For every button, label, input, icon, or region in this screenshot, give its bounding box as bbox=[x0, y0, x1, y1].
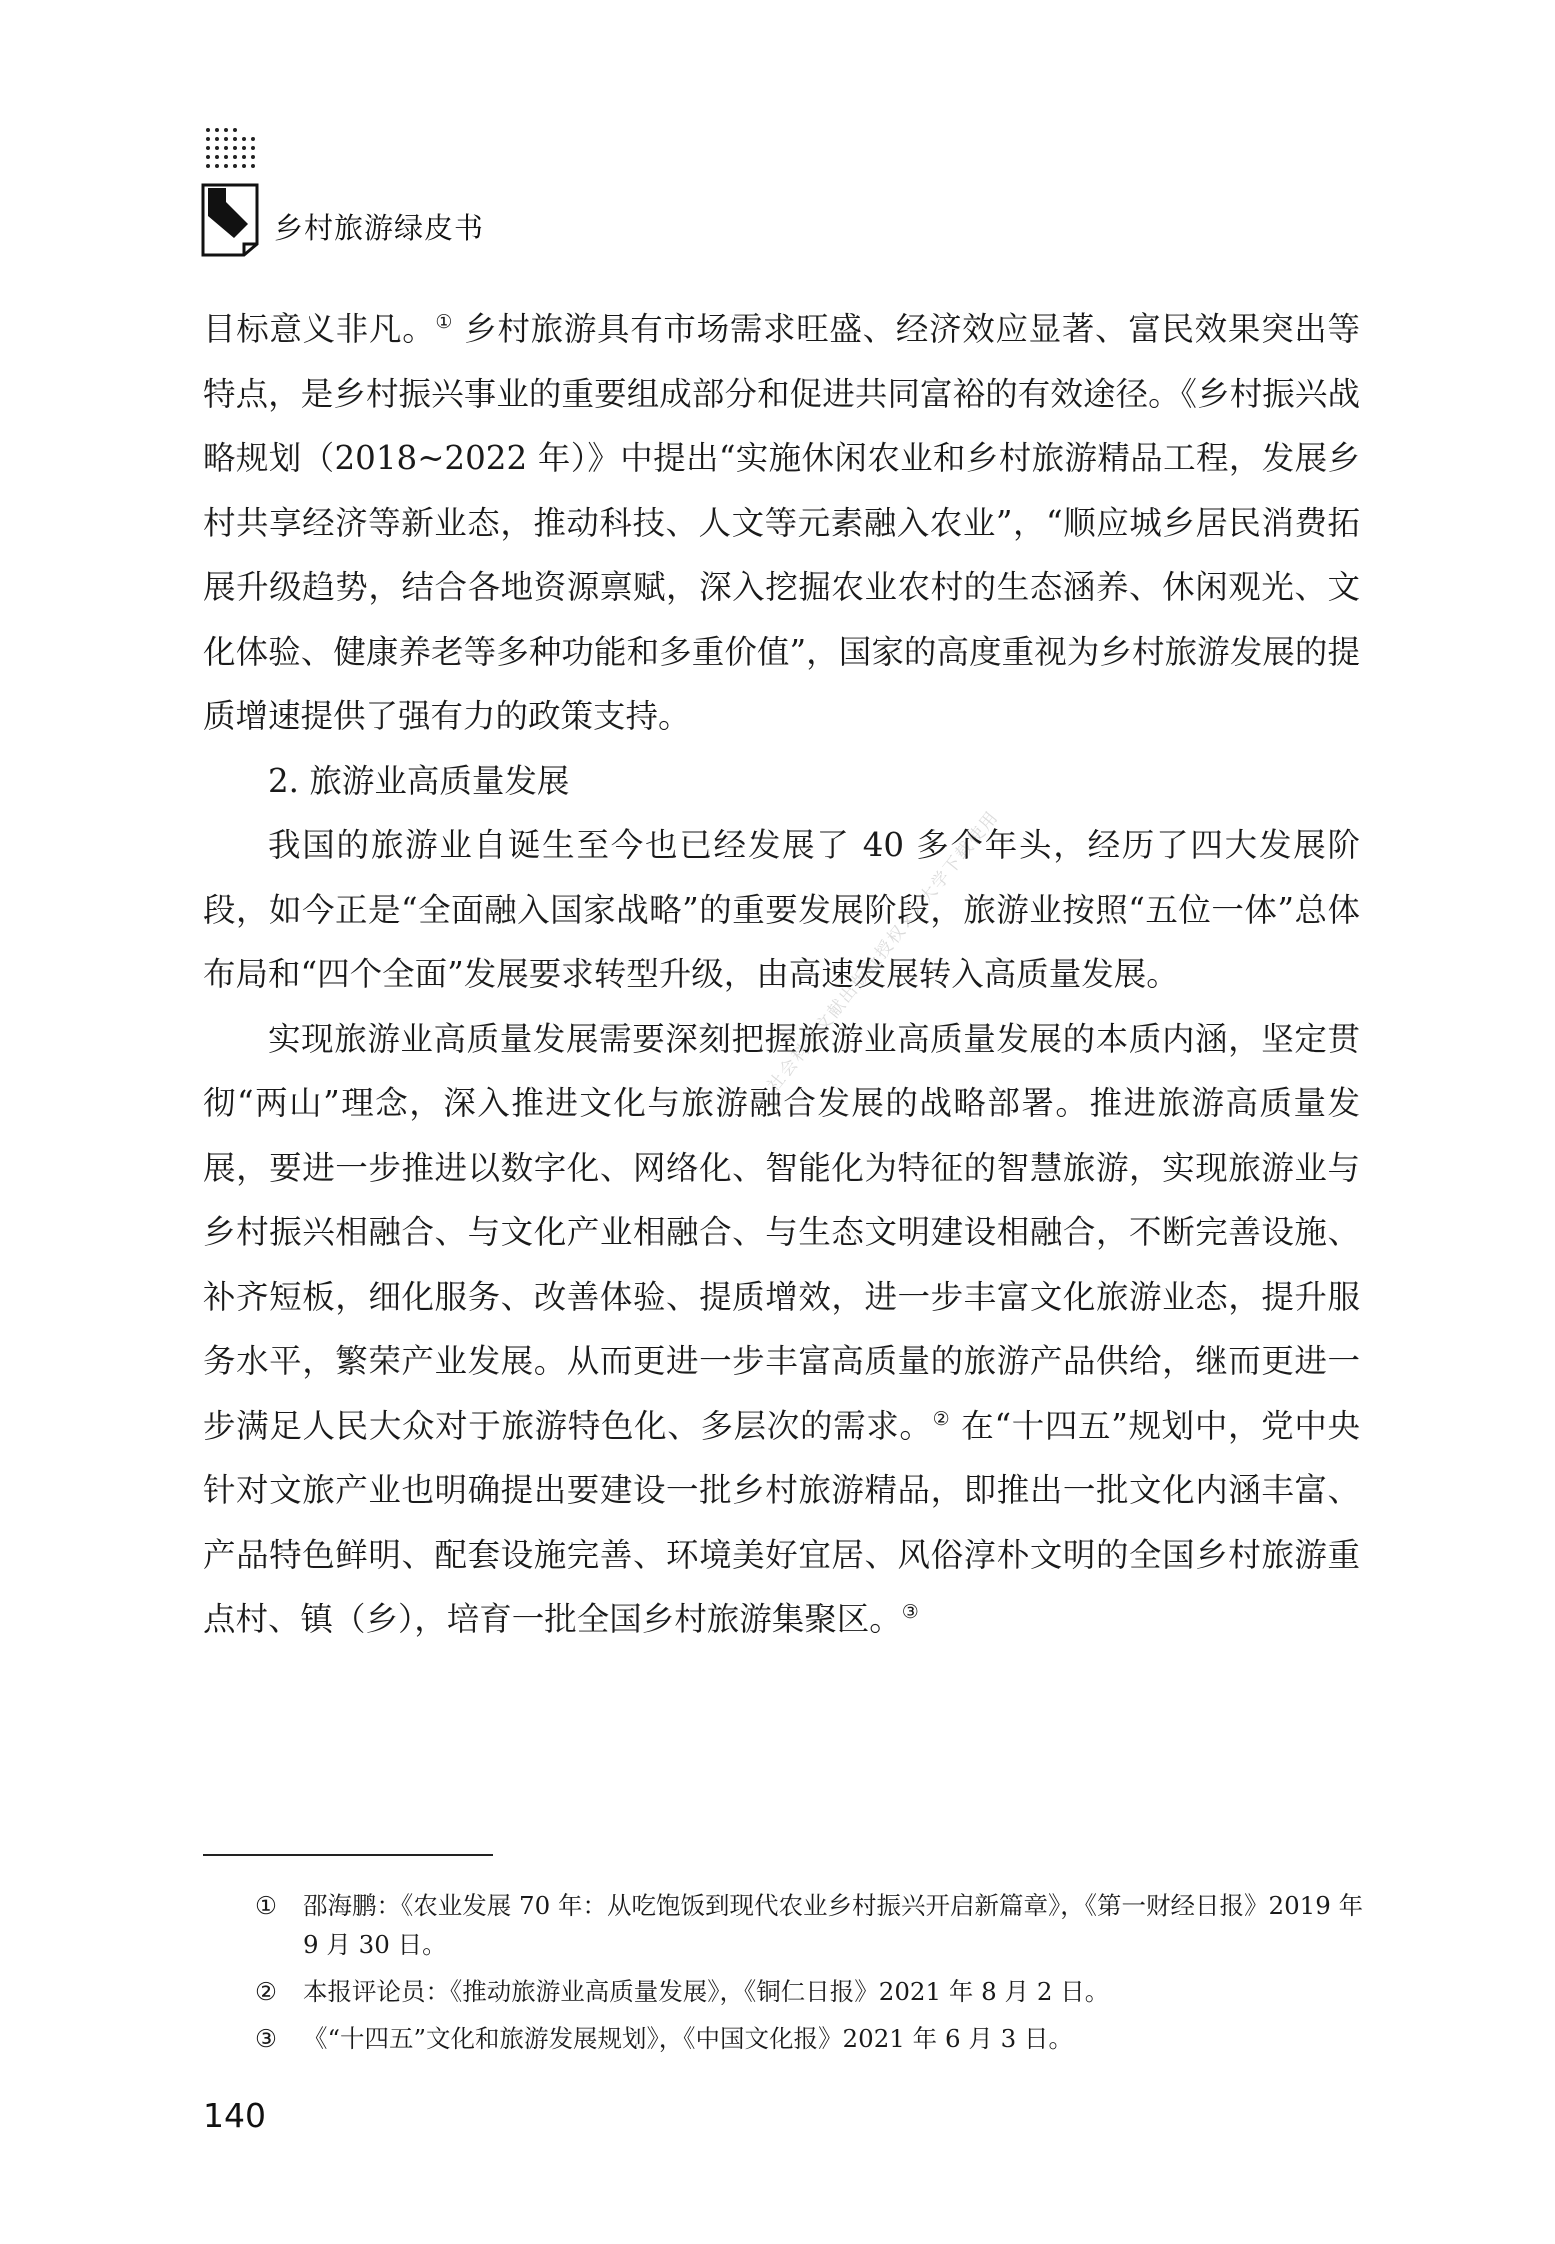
footnote-divider bbox=[203, 1854, 493, 1856]
ornament-dot bbox=[206, 128, 210, 132]
paragraph-1-text: 乡村旅游具有市场需求旺盛、经济效应显著、富民效果突出等特点，是乡村振兴事业的重要组成部分和促进共同富裕的有效途径。《乡村振兴战略规划（2018~2022 年）》中提出“实施休闲农业和乡村旅游精品工程，发展乡村共享经济等新业态，推动科技、人文等元素融入农业”，“顺应城乡居民消费拓展升级趋势，结合各地资源禀赋，深入挖掘农业农村的生态涵养、休闲观光、文化体验、健康养老等多种功能和多重价值”，国家的高度重视为乡村旅游发展的提质增速提供了强有力的政策支持。 bbox=[203, 310, 1360, 735]
ornament-dot bbox=[251, 155, 255, 159]
footnote-marker: ① bbox=[255, 1891, 277, 1920]
ornament-dot bbox=[242, 146, 246, 150]
section-heading: 2. 旅游业高质量发展 bbox=[268, 761, 570, 800]
paragraph-3 bbox=[203, 1007, 1360, 1652]
ornament-dot bbox=[233, 146, 237, 150]
ornament-dot bbox=[215, 137, 219, 141]
ornament-dot bbox=[206, 146, 210, 150]
ornament-dot bbox=[233, 128, 237, 132]
footnote-text: 《“十四五”文化和旅游发展规划》，《中国文化报》2021 年 6 月 3 日。 bbox=[303, 2024, 1074, 2053]
ornament-dot bbox=[224, 128, 228, 132]
ornament-dot bbox=[233, 155, 237, 159]
running-header bbox=[200, 120, 700, 260]
paragraph-3-text-a: 实现旅游业高质量发展需要深刻把握旅游业高质量发展的本质内涵，坚定贯彻“两山”理念，深入推进文化与旅游融合发展的战略部署。推进旅游高质量发展，要进一步推进以数字化、网络化、智能化为特征的智慧旅游，实现旅游业与乡村振兴相融合、与文化产业相融合、与生态文明建设相融合，不断完善设施、补齐短板，细化服务、改善体验、提质增效，进一步丰富文化旅游业态，提升服务水平，繁荣产业发展。从而更进一步丰富高质量的旅游产品供给，继而更进一步满足人民大众对于旅游特色化、多层次的需求。 bbox=[203, 1019, 1360, 1445]
paragraph-2: 我国的旅游业自诞生至今也已经发展了 40 多个年头，经历了四大发展阶段，如今正是“全面融入国家战略”的重要发展阶段，旅游业按照“五位一体”总体布局和“四个全面”发展要求转型升级，由高速发展转入高质量发展。 bbox=[203, 826, 1360, 993]
footnote-ref-3[interactable]: ③ bbox=[901, 1601, 919, 1624]
ornament-dot bbox=[242, 137, 246, 141]
ornament-dot bbox=[224, 146, 228, 150]
ornament-dot bbox=[206, 164, 210, 168]
ornament-dot bbox=[242, 155, 246, 159]
ornament-dot bbox=[233, 164, 237, 168]
footnote-2 bbox=[255, 1972, 1365, 2011]
watermark: 社会科学文献出版社授权××大学下载使用 bbox=[763, 806, 1004, 1096]
footnote-1 bbox=[255, 1886, 1365, 1964]
ornament-dot bbox=[215, 128, 219, 132]
footnote-ref-1[interactable]: ① bbox=[435, 311, 454, 334]
ornament-dot bbox=[251, 146, 255, 150]
ornament-dot bbox=[224, 137, 228, 141]
footnote-ref-2[interactable]: ② bbox=[932, 1407, 951, 1430]
ornament-dot bbox=[242, 164, 246, 168]
main-text bbox=[203, 297, 1360, 1652]
paragraph-1 bbox=[203, 297, 1360, 749]
ornament-dot bbox=[251, 164, 255, 168]
ornament-dot bbox=[215, 146, 219, 150]
ornament-dot bbox=[206, 137, 210, 141]
footnote-3 bbox=[255, 2019, 1365, 2058]
ornament-dot bbox=[233, 137, 237, 141]
footnote-text: 本报评论员：《推动旅游业高质量发展》，《铜仁日报》2021 年 8 月 2 日。 bbox=[303, 1977, 1110, 2006]
footnote-text: 邵海鹏：《农业发展 70 年：从吃饱饭到现代农业乡村振兴开启新篇章》，《第一财经日报》2019 年 9 月 30 日。 bbox=[303, 1891, 1364, 1959]
footnote-marker: ③ bbox=[255, 2024, 277, 2053]
book-corner-icon bbox=[200, 182, 260, 258]
ornament-dot bbox=[224, 155, 228, 159]
paragraph-1-lead: 目标意义非凡。 bbox=[203, 310, 436, 348]
ornament-dot bbox=[215, 164, 219, 168]
ornament-dot bbox=[224, 164, 228, 168]
footnote-marker: ② bbox=[255, 1977, 277, 2006]
ornament-dot bbox=[206, 155, 210, 159]
book-series-title: 乡村旅游绿皮书 bbox=[274, 211, 485, 245]
ornament-dot bbox=[251, 137, 255, 141]
ornament-dot bbox=[215, 155, 219, 159]
paragraph-3-text-b: 在“十四五”规划中，党中央针对文旅产业也明确提出要建设一批乡村旅游精品，即推出一批文化内涵丰富、产品特色鲜明、配套设施完善、环境美好宜居、风俗淳朴文明的全国乡村旅游重点村、镇（乡），培育一批全国乡村旅游集聚区。 bbox=[203, 1406, 1360, 1638]
page-number: 140 bbox=[203, 2096, 266, 2135]
footnotes bbox=[255, 1886, 1365, 2058]
